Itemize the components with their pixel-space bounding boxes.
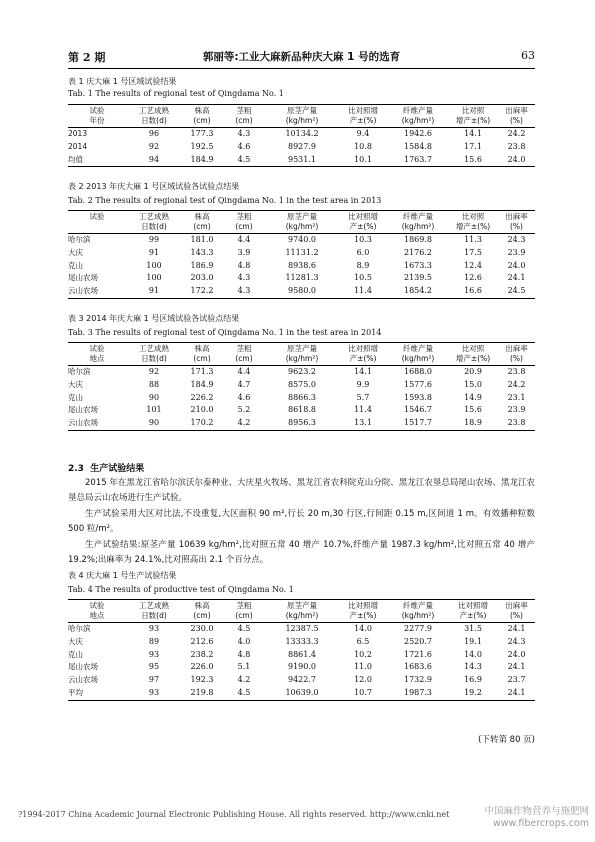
column-header: (cm) (222, 354, 266, 366)
column-header: 纤维产量 (388, 600, 448, 612)
table-cell: 9190.0 (288, 662, 316, 672)
table-cell: 23.9 (507, 405, 526, 415)
table-row (68, 404, 535, 417)
table-cell: 16.6 (448, 285, 498, 298)
table-cell: 24.1 (507, 662, 526, 672)
table-cell: 8938.6 (288, 260, 316, 270)
row-label: 云山农场 (68, 417, 126, 430)
table-cell: 11.0 (354, 662, 372, 672)
table-cell: 91 (148, 247, 160, 257)
table4-caption-zh: 表 4 庆大麻 1 号生产试验结果 (68, 571, 177, 580)
table-row (68, 623, 535, 636)
table-cell: 9623.2 (288, 367, 316, 376)
table-cell: 16.9 (464, 675, 482, 685)
table-cell: 4.8 (237, 260, 251, 270)
table-cell: 10.7 (338, 687, 388, 700)
table-cell: 88 (148, 379, 160, 389)
table1 (68, 104, 535, 167)
table-row (68, 154, 535, 167)
column-header: 试验 (68, 343, 126, 355)
table-cell: 4.3 (237, 129, 251, 138)
table-cell: 24.3 (507, 235, 526, 244)
page-number: 63 (521, 49, 535, 62)
column-header: (kg/hm²) (388, 222, 448, 234)
table-cell: 143.3 (190, 247, 214, 257)
column-header: (kg/hm²) (266, 354, 338, 366)
column-header: 产±(%) (338, 611, 388, 623)
table-cell: 14.3 (464, 662, 482, 672)
table-cell: 1593.8 (404, 392, 432, 402)
column-header: (kg/hm²) (388, 116, 448, 128)
column-header: 比对照增 (338, 343, 388, 355)
table-cell: 10134.2 (285, 129, 319, 138)
table-cell: 89 (148, 636, 160, 646)
table-cell: 12.0 (354, 675, 372, 685)
table-cell: 186.9 (190, 260, 214, 270)
column-header: 株高 (182, 105, 222, 117)
column-header: 原茎产量 (266, 105, 338, 117)
table-row (68, 141, 535, 154)
row-label: 平均 (68, 687, 126, 700)
column-header: (cm) (222, 611, 266, 623)
table-cell: 8866.3 (288, 392, 316, 402)
row-label: 尾山农场 (68, 662, 98, 672)
column-header: 比对照增 (338, 105, 388, 117)
table-cell: 170.2 (182, 417, 222, 430)
table-cell: 12.4 (464, 260, 482, 270)
table-cell: 23.8 (507, 367, 526, 376)
row-label: 大庆 (68, 379, 83, 389)
running-title: 郭丽等:工业大麻新品种庆大麻 1 号的选育 (202, 51, 401, 63)
table-cell: 1869.8 (404, 235, 432, 244)
table-cell: 6.0 (356, 247, 370, 257)
table-cell: 9.9 (356, 379, 370, 389)
column-header: (cm) (182, 611, 222, 623)
column-header (68, 222, 126, 234)
row-label: 云山农场 (68, 285, 126, 298)
table-cell: 226.2 (190, 392, 214, 402)
table-cell: 92 (148, 367, 160, 376)
table-cell: 24.1 (507, 273, 526, 283)
column-header: 纤维产量 (388, 343, 448, 355)
table-cell: 238.2 (190, 649, 214, 659)
column-header: 比对照 (448, 211, 498, 223)
column-header: 增产±(%) (448, 222, 498, 234)
table-cell: 181.0 (190, 235, 214, 244)
column-header: 产±(%) (448, 611, 498, 623)
table-row (68, 272, 535, 285)
table-cell: 10639.0 (266, 687, 338, 700)
column-header: (cm) (182, 354, 222, 366)
table-cell: 12387.5 (285, 624, 319, 633)
table-row (68, 674, 535, 687)
table-cell: 90 (126, 417, 182, 430)
table-cell: 212.6 (190, 636, 214, 646)
table-cell: 12.6 (464, 273, 482, 283)
table-cell: 14.0 (354, 624, 372, 633)
table-cell: 101 (146, 405, 162, 415)
column-header: (kg/hm²) (266, 611, 338, 623)
column-header: 日数(d) (126, 611, 182, 623)
table-cell: 10.1 (338, 154, 388, 167)
column-header: 地点 (68, 354, 126, 366)
row-label: 尾山农场 (68, 273, 98, 283)
column-header: 比对照增 (338, 600, 388, 612)
row-label: 大庆 (68, 247, 83, 257)
table-cell: 226.0 (190, 662, 214, 672)
paragraph-2: 生产试验采用大区对比法,不设重复,大区面积 90 m²,行长 20 m,30 行区,行间距 0.15 m,区间道 1 m。有效播种粒数 500 粒/m²。 (68, 509, 535, 534)
section-title: 生产试验结果 (90, 464, 145, 474)
table-cell: 4.6 (237, 392, 251, 402)
column-header: 工艺成熟 (126, 105, 182, 117)
table-row (68, 636, 535, 649)
table-cell: 19.2 (448, 687, 498, 700)
table-cell: 15.6 (464, 405, 482, 415)
table-cell: 24.1 (507, 624, 526, 633)
column-header: (kg/hm²) (388, 611, 448, 623)
column-header: (kg/hm²) (266, 222, 338, 234)
table-cell: 203.0 (190, 273, 214, 283)
table-cell: 10.2 (354, 649, 372, 659)
column-header: 工艺成熟 (126, 343, 182, 355)
column-header: (kg/hm²) (388, 354, 448, 366)
column-header: 工艺成熟 (126, 211, 182, 223)
table-row (68, 247, 535, 260)
table-cell: 1987.3 (388, 687, 448, 700)
table-cell: 100 (146, 273, 162, 283)
table-cell: 210.0 (190, 405, 214, 415)
column-header: 日数(d) (126, 116, 182, 128)
column-header: (cm) (222, 116, 266, 128)
column-header: 试验 (68, 211, 126, 223)
copyright-footer: ?1994-2017 China Academic Journal Electronic Publishing House. All rights reserved. http://www.cnki.net (18, 810, 450, 819)
column-header: 产±(%) (338, 354, 388, 366)
table-cell: 3.9 (237, 247, 251, 257)
table-cell: 10.3 (354, 235, 372, 244)
table-cell: 19.1 (464, 636, 482, 646)
table-cell: 9531.1 (266, 154, 338, 167)
table-cell: 10.5 (354, 273, 372, 283)
table-cell: 24.0 (498, 154, 535, 167)
table-cell: 4.5 (222, 154, 266, 167)
table4-caption-en: Tab. 4 The results of productive test of Qingdama No. 1 (68, 585, 294, 594)
table3-caption-en: Tab. 3 The results of regional test of Qingdama No. 1 in the test area in 2014 (68, 328, 382, 337)
table-row (68, 379, 535, 392)
column-header: 比对照 (448, 105, 498, 117)
row-label: 克山 (68, 392, 83, 402)
column-header: 原茎产量 (266, 343, 338, 355)
table-cell: 95 (148, 662, 160, 672)
column-header: 工艺成熟 (126, 600, 182, 612)
table-row (68, 661, 535, 674)
table-row (68, 366, 535, 379)
table2-caption-en: Tab. 2 The results of regional test of Qingdama No. 1 in the test area in 2013 (68, 196, 382, 205)
table-cell: 172.2 (182, 285, 222, 298)
row-label: 克山 (68, 649, 83, 659)
row-label: 2013 (68, 129, 88, 138)
table-row (68, 649, 535, 662)
row-label: 大庆 (68, 636, 83, 646)
table-cell: 4.2 (237, 675, 251, 685)
running-header (68, 49, 535, 65)
table-cell: 1721.6 (404, 649, 432, 659)
table-cell: 91 (126, 285, 182, 298)
table-cell: 4.6 (237, 141, 251, 151)
table-cell: 94 (126, 154, 182, 167)
column-header: 试验 (68, 600, 126, 612)
table-cell: 24.5 (498, 285, 535, 298)
column-header: 出麻率 (498, 600, 535, 612)
table-cell: 1732.9 (404, 675, 432, 685)
table-cell: 5.2 (237, 405, 251, 415)
table-cell: 11.4 (338, 285, 388, 298)
table-cell: 230.0 (190, 624, 214, 633)
watermark-url: www.fibercrops.com (492, 818, 589, 829)
table-cell: 4.8 (237, 649, 251, 659)
table-cell: 8956.3 (266, 417, 338, 430)
column-header: 出麻率 (498, 211, 535, 223)
table-cell: 8618.8 (288, 405, 316, 415)
table2 (68, 210, 535, 299)
table-cell: 14.0 (464, 649, 482, 659)
table3-caption-zh: 表 3 2014 年庆大麻 1 号区域试验各试验点结果 (68, 314, 240, 323)
header-rule (68, 68, 535, 69)
table-row (68, 687, 535, 700)
table-cell: 192.5 (190, 141, 214, 151)
column-header: 株高 (182, 211, 222, 223)
table-cell: 15.0 (464, 379, 482, 389)
row-label: 哈尔滨 (68, 624, 91, 633)
site-watermark (484, 806, 589, 830)
table-cell: 14.1 (464, 129, 482, 138)
column-header: 比对照增 (448, 600, 498, 612)
column-header: (kg/hm²) (266, 116, 338, 128)
table-cell: 24.0 (507, 260, 526, 270)
table-row (68, 128, 535, 141)
column-header: (cm) (222, 222, 266, 234)
table-cell: 90 (148, 392, 160, 402)
table-cell: 8927.9 (288, 141, 316, 151)
table-cell: 92 (148, 141, 160, 151)
table-cell: 4.7 (237, 379, 251, 389)
table-cell: 1673.3 (404, 260, 432, 270)
table-cell: 4.0 (237, 636, 251, 646)
table-cell: 96 (148, 129, 160, 138)
column-header: (%) (498, 222, 535, 234)
table-cell: 1584.8 (404, 141, 432, 151)
table-cell: 97 (148, 675, 160, 685)
table-cell: 171.3 (190, 367, 214, 376)
table-cell: 24.1 (498, 687, 535, 700)
column-header: 出麻率 (498, 343, 535, 355)
table-cell: 1577.6 (404, 379, 432, 389)
table-cell: 192.3 (190, 675, 214, 685)
table-cell: 13333.3 (285, 636, 319, 646)
table-cell: 4.3 (237, 273, 251, 283)
column-header: 增产±(%) (448, 354, 498, 366)
column-header: 产±(%) (338, 116, 388, 128)
column-header: 茎粗 (222, 211, 266, 223)
table-cell: 24.2 (507, 379, 526, 389)
table-cell: 9580.0 (266, 285, 338, 298)
table-cell: 219.8 (182, 687, 222, 700)
table2-caption-zh: 表 2 2013 年庆大麻 1 号区域试验各试验点结果 (68, 182, 240, 191)
column-header: 原茎产量 (266, 211, 338, 223)
table-cell: 14.9 (464, 392, 482, 402)
section-number: 2.3 (68, 464, 84, 474)
table-cell: 1942.6 (404, 129, 432, 138)
table-cell: 24.3 (507, 636, 526, 646)
column-header: 增产±(%) (448, 116, 498, 128)
table-cell: 1763.7 (388, 154, 448, 167)
column-header: 日数(d) (126, 222, 182, 234)
row-label: 均值 (68, 154, 126, 167)
table-cell: 17.1 (464, 141, 482, 151)
column-header: 日数(d) (126, 354, 182, 366)
table-cell: 8.9 (356, 260, 370, 270)
table-cell: 4.5 (222, 687, 266, 700)
column-header: (%) (498, 611, 535, 623)
table-cell: 100 (146, 260, 162, 270)
column-header: 比对照增 (338, 211, 388, 223)
table-cell: 2277.9 (404, 624, 432, 633)
column-header: (%) (498, 116, 535, 128)
column-header: 出麻率 (498, 105, 535, 117)
table-cell: 13.1 (338, 417, 388, 430)
table-cell: 23.1 (507, 392, 526, 402)
column-header: 年份 (68, 116, 126, 128)
table-cell: 1854.2 (388, 285, 448, 298)
column-header: 株高 (182, 343, 222, 355)
table-cell: 24.2 (507, 129, 526, 138)
table-cell: 177.3 (190, 129, 214, 138)
table-cell: 6.5 (356, 636, 370, 646)
table1-caption-zh: 表 1 庆大麻 1 号区域试验结果 (68, 77, 177, 86)
table-cell: 23.9 (507, 247, 526, 257)
table-cell: 11281.3 (285, 273, 319, 283)
column-header: (cm) (182, 222, 222, 234)
row-label: 云山农场 (68, 675, 98, 685)
column-header: 地点 (68, 611, 126, 623)
table-cell: 184.9 (182, 154, 222, 167)
table-cell: 5.1 (237, 662, 251, 672)
table-cell: 9.4 (356, 129, 370, 138)
table-cell: 4.4 (237, 235, 251, 244)
table-cell: 4.4 (237, 367, 251, 376)
column-header: (cm) (182, 116, 222, 128)
issue-number: 第 2 期 (68, 51, 106, 64)
table-cell: 10.8 (354, 141, 372, 151)
column-header: 产±(%) (338, 222, 388, 234)
table4 (68, 599, 535, 701)
table-cell: 2176.2 (404, 247, 432, 257)
table3 (68, 342, 535, 431)
table-cell: 93 (126, 687, 182, 700)
watermark-name: 中国麻作物营养与施肥网 (484, 806, 589, 817)
table-cell: 23.8 (498, 417, 535, 430)
table-cell: 4.5 (237, 624, 251, 633)
paragraph-3: 生产试验结果:原茎产量 10639 kg/hm²,比对照五常 40 增产 10.7%,纤维产量 1987.3 kg/hm²,比对照五常 40 增产 19.2%;出麻率为 24.1%,比对照高出 2.1 个百分点。 (68, 540, 535, 565)
table-cell: 11.3 (464, 235, 482, 244)
table-cell: 1688.0 (404, 367, 432, 376)
column-header: 株高 (182, 600, 222, 612)
table-cell: 24.0 (507, 649, 526, 659)
table-cell: 1683.6 (404, 662, 432, 672)
table-cell: 8575.0 (288, 379, 316, 389)
table-cell: 18.9 (448, 417, 498, 430)
table-cell: 93 (148, 624, 160, 633)
column-header: 纤维产量 (388, 211, 448, 223)
column-header: 比对照 (448, 343, 498, 355)
column-header: 纤维产量 (388, 105, 448, 117)
continued-note: (下转第 80 页) (478, 735, 535, 745)
table-cell: 4.2 (222, 417, 266, 430)
row-label: 哈尔滨 (68, 235, 91, 244)
column-header: (%) (498, 354, 535, 366)
table-cell: 11131.2 (285, 247, 319, 257)
table-cell: 17.5 (464, 247, 482, 257)
row-label: 2014 (68, 141, 88, 151)
table-cell: 9422.7 (288, 675, 316, 685)
table-cell: 93 (148, 649, 160, 659)
table-cell: 9740.0 (288, 235, 316, 244)
row-label: 克山 (68, 260, 83, 270)
table-cell: 23.7 (507, 675, 526, 685)
table-cell: 5.7 (356, 392, 370, 402)
table-cell: 4.3 (222, 285, 266, 298)
table-row (68, 417, 535, 430)
table-row (68, 285, 535, 298)
table-cell: 11.4 (354, 405, 372, 415)
paragraph-1: 2015 年在黑龙江省哈尔滨沃尔泰种业、大庆星火牧场、黑龙江省农科院克山分院、黑龙江农垦总局尾山农场、黑龙江农垦总局云山农场进行生产试验。 (68, 478, 535, 503)
table-cell: 1546.7 (404, 405, 432, 415)
column-header: 茎粗 (222, 600, 266, 612)
table-cell: 23.8 (507, 141, 526, 151)
column-header: 茎粗 (222, 105, 266, 117)
table-cell: 31.5 (464, 624, 482, 633)
row-label: 尾山农场 (68, 405, 98, 415)
column-header: 原茎产量 (266, 600, 338, 612)
column-header: 试验 (68, 105, 126, 117)
table-cell: 14.1 (354, 367, 372, 376)
column-header: 茎粗 (222, 343, 266, 355)
table1-caption-en: Tab. 1 The results of regional test of Qingdama No. 1 (68, 89, 284, 98)
table-cell: 1517.7 (388, 417, 448, 430)
table-row (68, 260, 535, 273)
table-cell: 2139.5 (404, 273, 432, 283)
table-cell: 2520.7 (404, 636, 432, 646)
table-cell: 20.9 (464, 367, 482, 376)
table-row (68, 392, 535, 405)
row-label: 哈尔滨 (68, 367, 91, 376)
section-heading (68, 461, 144, 474)
table-row (68, 234, 535, 247)
table-cell: 99 (148, 235, 160, 244)
table-cell: 8861.4 (288, 649, 316, 659)
table-cell: 184.9 (190, 379, 214, 389)
table-cell: 15.6 (448, 154, 498, 167)
